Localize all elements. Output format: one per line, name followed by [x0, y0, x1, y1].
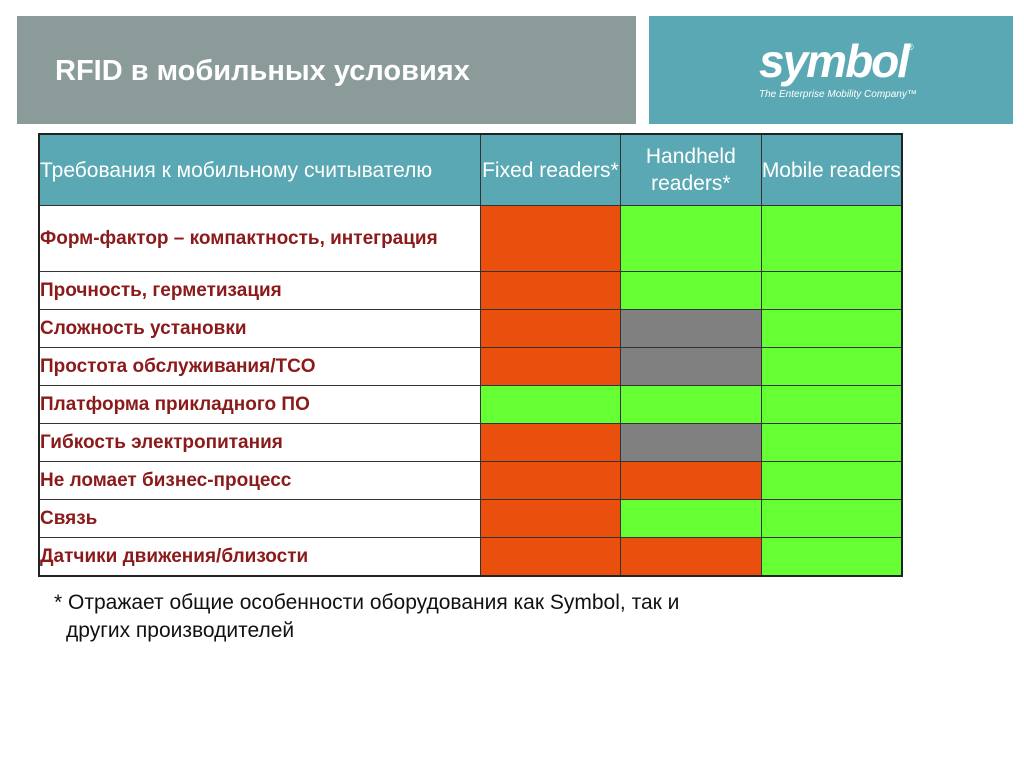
rating-cell-fixed-orange	[480, 424, 620, 462]
rating-cell-mobile-green	[761, 538, 902, 576]
table-row	[39, 424, 902, 462]
rating-cell-handheld-orange	[621, 462, 761, 500]
column-header-handheld: Handheld readers*	[621, 134, 761, 206]
title-bar	[17, 16, 636, 124]
logo-tagline: The Enterprise Mobility Company™	[759, 89, 917, 100]
rating-cell-handheld-green	[621, 500, 761, 538]
rating-cell-fixed-orange	[480, 348, 620, 386]
footnote-line-2: другиx производителей	[66, 619, 295, 642]
table-header-row	[39, 134, 902, 206]
rating-cell-fixed-green	[480, 386, 620, 424]
rating-cell-mobile-green	[761, 386, 902, 424]
row-label: Простота обслуживания/TCO	[39, 348, 480, 386]
table-row	[39, 206, 902, 272]
footnote	[54, 589, 854, 645]
rating-cell-fixed-orange	[480, 206, 620, 272]
page-title: RFID в мобильных условиях	[55, 55, 470, 87]
rating-cell-mobile-green	[761, 424, 902, 462]
table-row	[39, 462, 902, 500]
table-row	[39, 272, 902, 310]
row-label: Сложность установки	[39, 310, 480, 348]
row-label: Не ломает бизнес-процесс	[39, 462, 480, 500]
rating-cell-fixed-orange	[480, 500, 620, 538]
rating-cell-handheld-gray	[621, 310, 761, 348]
footnote-line-1: * Отражает общие особенности оборудования как Symbol, так и	[54, 591, 680, 614]
rating-cell-mobile-green	[761, 206, 902, 272]
logo-bar	[649, 16, 1013, 124]
column-header-mobile: Mobile readers	[761, 134, 902, 206]
rating-cell-mobile-green	[761, 272, 902, 310]
row-label: Платформа прикладного ПО	[39, 386, 480, 424]
table-row	[39, 348, 902, 386]
rating-cell-handheld-green	[621, 272, 761, 310]
rating-cell-fixed-orange	[480, 272, 620, 310]
rating-cell-handheld-orange	[621, 538, 761, 576]
rating-cell-fixed-orange	[480, 462, 620, 500]
table-row	[39, 310, 902, 348]
row-label: Гибкость электропитания	[39, 424, 480, 462]
column-header-fixed: Fixed readers*	[480, 134, 620, 206]
rating-cell-handheld-green	[621, 206, 761, 272]
registered-mark: ®	[907, 42, 914, 52]
symbol-logo: symbol	[759, 35, 909, 87]
row-label: Форм-фактор – компактность, интеграция	[39, 206, 480, 272]
row-label: Прочность, герметизация	[39, 272, 480, 310]
row-label: Связь	[39, 500, 480, 538]
table-row	[39, 538, 902, 576]
rating-cell-mobile-green	[761, 310, 902, 348]
rating-cell-fixed-orange	[480, 538, 620, 576]
rating-cell-mobile-green	[761, 348, 902, 386]
rating-cell-mobile-green	[761, 500, 902, 538]
rating-cell-fixed-orange	[480, 310, 620, 348]
row-label: Датчики движения/близости	[39, 538, 480, 576]
rating-cell-mobile-green	[761, 462, 902, 500]
rating-cell-handheld-gray	[621, 348, 761, 386]
rating-cell-handheld-gray	[621, 424, 761, 462]
table-row	[39, 386, 902, 424]
requirements-table	[38, 133, 903, 577]
rating-cell-handheld-green	[621, 386, 761, 424]
column-header-requirements: Требования к мобильному считывателю	[39, 134, 480, 206]
table-body	[39, 206, 902, 576]
table-row	[39, 500, 902, 538]
